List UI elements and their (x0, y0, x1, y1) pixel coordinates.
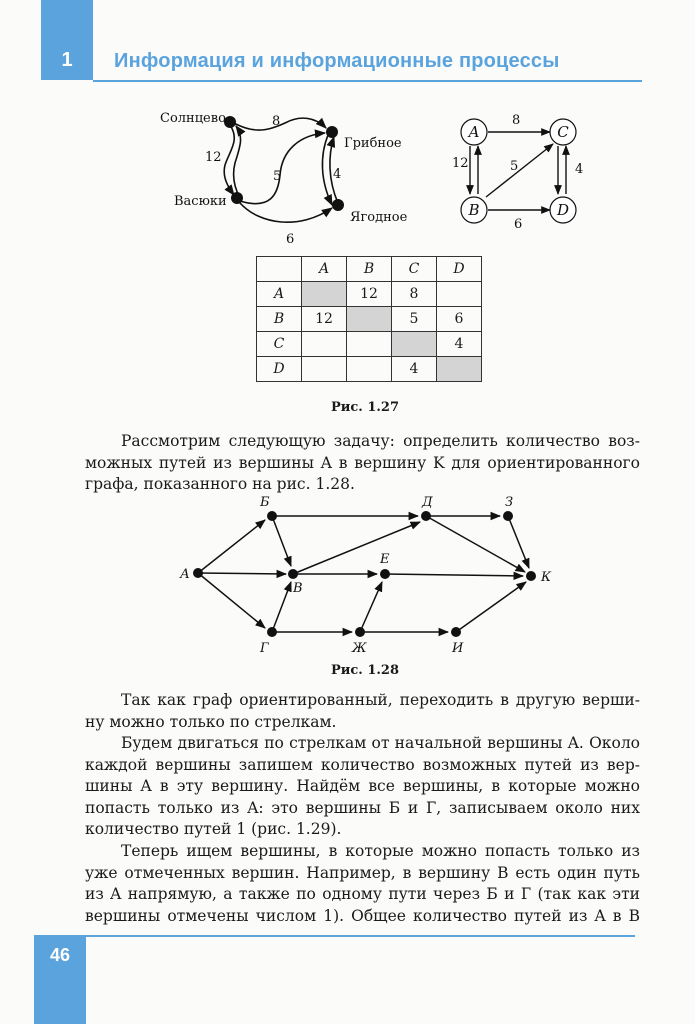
svg-text:D: D (556, 201, 570, 219)
paragraph-method: Будем двигаться по стрелкам от начальной вершины A. Около каждой вершины запишем количество возможных путей из вер- шины A в эту вершину. Найдём все вершины, в которые можно попасть только из A: это вершины Б и Г, записываем около них количество путей 1 (рис. 1.29). (85, 734, 640, 838)
page-number-tab (34, 935, 86, 1024)
svg-text:Солнцево: Солнцево (160, 111, 226, 126)
paragraph-directed: Так как граф ориентированный, переходить в другую верши- ну можно только по стрелкам. (85, 691, 640, 731)
header-rule (93, 80, 642, 82)
adjacency-matrix (256, 256, 482, 382)
svg-text:Е: Е (380, 552, 390, 567)
svg-text:12: 12 (452, 156, 469, 171)
node-yagodnoe (332, 199, 344, 211)
svg-text:Ж: Ж (352, 641, 367, 656)
matrix-row: B 12 5 6 (257, 307, 482, 332)
svg-text:Ягодное: Ягодное (350, 210, 408, 225)
svg-text:C: C (557, 123, 569, 141)
svg-text:И: И (452, 641, 464, 656)
svg-text:B: B (468, 201, 480, 219)
footer-rule (86, 935, 635, 937)
letter-graph-figure (440, 100, 600, 240)
figure-caption-1-27: Рис. 1.27 (330, 400, 400, 415)
svg-text:5: 5 (510, 159, 519, 174)
directed-graph-figure (160, 490, 560, 660)
svg-text:К: К (541, 570, 552, 585)
svg-text:4: 4 (575, 162, 584, 177)
node-vasyuki (231, 192, 243, 204)
svg-text:8: 8 (512, 113, 521, 128)
paragraph-task: Рассмотрим следующую задачу: определить количество воз- можных путей из вершины A в вершину K для ориентированного графа, показанного на рис. 1.28. (85, 432, 640, 493)
svg-text:А: А (180, 567, 190, 582)
svg-text:4: 4 (333, 167, 342, 182)
figure-caption-1-28: Рис. 1.28 (330, 663, 400, 678)
paragraph-next-step: Теперь ищем вершины, в которые можно попасть только из уже отмеченных вершин. Например, в вершину В есть один путь из A напрямую, а также по одному пути через Б и Г (так как эти вершины отмечены числом 1). Общее количество путей из A в В (85, 842, 640, 925)
node-gribnoe (326, 126, 338, 138)
svg-text:Д: Д (422, 495, 433, 510)
svg-text:8: 8 (272, 114, 281, 129)
svg-text:З: З (505, 495, 514, 510)
svg-text:Г: Г (260, 641, 269, 656)
chapter-tab (41, 0, 93, 80)
svg-text:Грибное: Грибное (344, 136, 402, 151)
svg-text:12: 12 (205, 150, 222, 165)
chapter-title: Информация и информационные процессы (114, 50, 560, 72)
matrix-header-row: A B C D (257, 257, 482, 282)
chapter-number: 1 (61, 49, 73, 71)
page-number: 46 (49, 945, 71, 965)
matrix-row: A 12 8 (257, 282, 482, 307)
svg-text:Б: Б (260, 495, 270, 510)
svg-text:A: A (468, 123, 480, 141)
svg-text:В: В (293, 581, 303, 596)
matrix-row: D 4 (257, 357, 482, 382)
svg-text:6: 6 (286, 232, 295, 247)
matrix-row: C 4 (257, 332, 482, 357)
svg-text:6: 6 (514, 217, 523, 232)
svg-text:5: 5 (273, 169, 282, 184)
map-graph-figure (160, 95, 430, 255)
svg-text:Васюки: Васюки (174, 194, 227, 209)
